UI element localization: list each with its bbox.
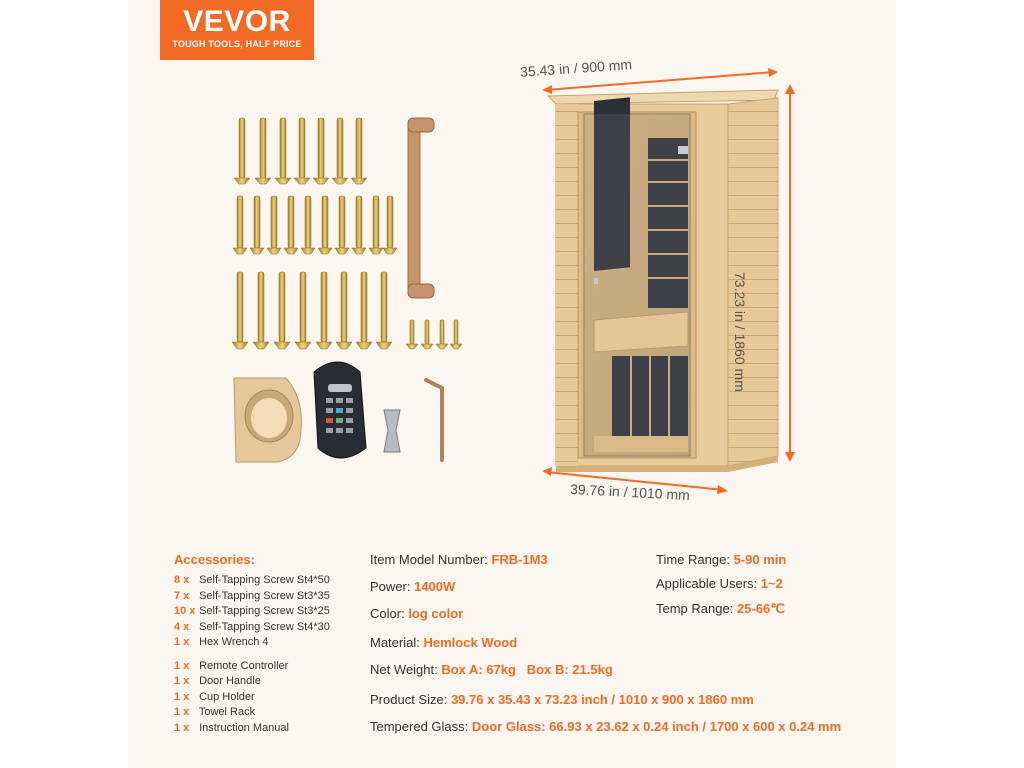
list-item	[174, 620, 330, 636]
spec-weight	[370, 662, 613, 677]
hex-wrench	[426, 380, 442, 460]
spec-value: Box A: 67kg Box B: 21.5kg	[441, 662, 613, 677]
logo-brand: VEVOR	[183, 5, 291, 38]
item-qty: 1 x	[174, 636, 190, 648]
item-qty: 7 x	[174, 589, 190, 602]
item-qty: 4 x	[174, 620, 190, 633]
screws-row-1	[234, 118, 367, 184]
screws-row-2	[233, 196, 397, 254]
accessories-list	[174, 552, 330, 736]
screws-small	[406, 320, 462, 349]
screws-row-3	[232, 272, 392, 349]
item-name: Self-Tapping Screw St4*50	[199, 574, 330, 586]
list-item	[174, 674, 330, 690]
list-item	[174, 573, 330, 589]
item-name: Instruction Manual	[199, 721, 289, 734]
list-item	[174, 690, 330, 706]
spec-value: 39.76 x 35.43 x 73.23 inch / 1010 x 900 x 1860 mm	[450, 692, 754, 707]
list-item	[174, 604, 330, 620]
remote-controller	[314, 362, 366, 458]
item-name: Self-Tapping Screw St3*35	[199, 589, 330, 602]
spec-label: Temp Range:	[656, 601, 734, 616]
list-item	[174, 635, 330, 651]
product-sheet	[128, 0, 896, 768]
spec-time	[656, 552, 786, 567]
spec-temp	[656, 601, 785, 617]
spec-model	[370, 552, 548, 567]
list-item	[174, 589, 330, 605]
spec-label: Net Weight:	[370, 662, 438, 677]
dimension-depth: 39.76 in / 1010 mm	[569, 480, 691, 504]
spec-glass	[370, 719, 841, 734]
item-name: Door Handle	[199, 675, 261, 687]
item-name: Self-Tapping Screw St4*30	[199, 620, 330, 633]
item-name: Towel Rack	[198, 706, 256, 718]
dimension-height: 73.23 in / 1860 mm	[732, 272, 748, 392]
spec-value: 25-66℃	[736, 601, 785, 616]
towel-rack	[384, 410, 400, 452]
spec-label: Product Size:	[370, 692, 448, 707]
spec-value: 5-90 min	[733, 552, 787, 567]
spec-value: log color	[408, 606, 464, 621]
list-item	[174, 705, 330, 721]
spec-value: 1~2	[760, 576, 783, 591]
list-item	[174, 659, 330, 675]
spec-label: Material:	[370, 635, 420, 650]
spec-label: Power:	[370, 579, 411, 594]
spec-power	[370, 579, 455, 594]
spec-value: Hemlock Wood	[423, 635, 518, 650]
list-item	[174, 721, 330, 737]
spec-label: Item Model Number:	[370, 552, 488, 567]
spec-value: 1400W	[414, 579, 456, 594]
product-illustration	[128, 0, 896, 540]
item-name: Cup Holder	[199, 690, 255, 703]
item-name: Hex Wrench 4	[199, 636, 269, 648]
list-gap	[174, 651, 330, 659]
item-qty: 1 x	[174, 659, 190, 672]
item-qty: 1 x	[174, 706, 190, 718]
spec-material	[370, 635, 517, 650]
spec-label: Applicable Users:	[656, 576, 758, 591]
spec-value: FRB-1M3	[491, 552, 548, 567]
dimension-width: 35.43 in / 900 mm	[519, 56, 633, 80]
spec-label: Color:	[370, 606, 405, 621]
item-qty: 8 x	[174, 574, 190, 586]
spec-value: Door Glass: 66.93 x 23.62 x 0.24 inch / 1700 x 600 x 0.24 mm	[471, 719, 842, 734]
item-qty: 1 x	[174, 690, 190, 703]
item-name: Remote Controller	[199, 659, 289, 672]
spec-color	[370, 606, 463, 621]
item-qty: 10 x	[174, 605, 196, 617]
door-handle	[408, 118, 434, 298]
logo-tagline: TOUGH TOOLS, HALF PRICE	[172, 39, 302, 49]
item-qty: 1 x	[174, 721, 190, 734]
accessories-title: Accessories:	[174, 552, 255, 567]
spec-label: Time Range:	[656, 552, 730, 567]
spec-size	[370, 692, 754, 707]
cup-holder	[234, 378, 301, 462]
item-qty: 1 x	[174, 675, 190, 687]
spec-label: Tempered Glass:	[370, 719, 469, 734]
item-name: Self-Tapping Screw St3*25	[199, 605, 330, 617]
spec-users	[656, 576, 783, 591]
